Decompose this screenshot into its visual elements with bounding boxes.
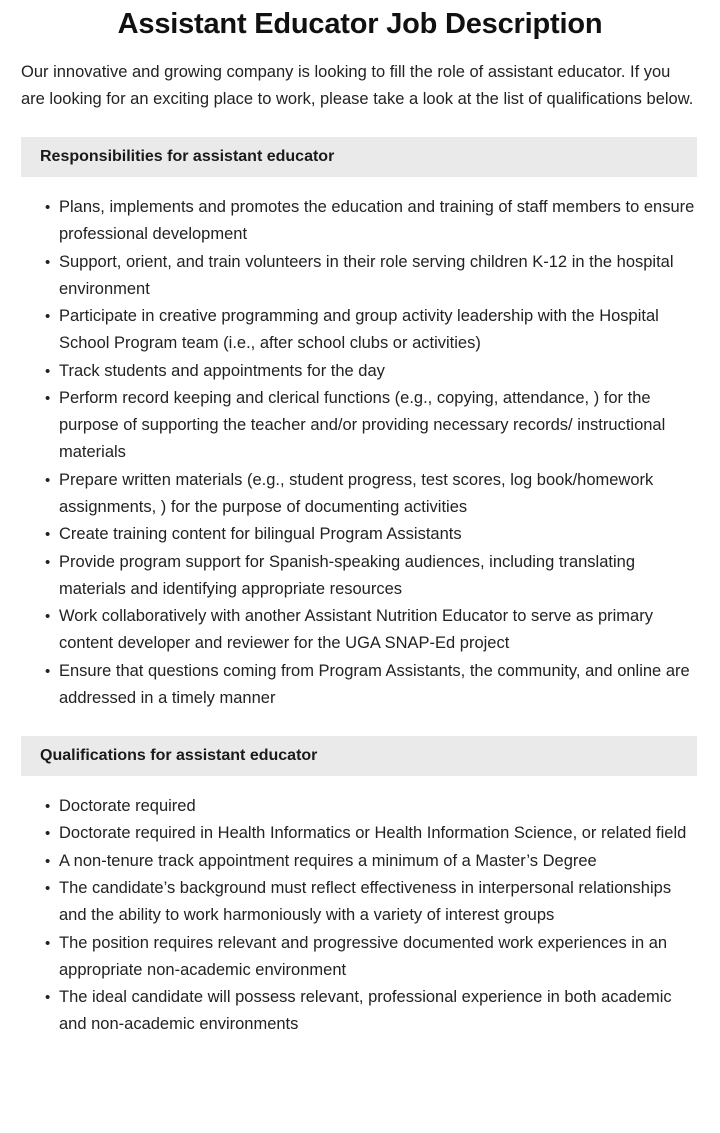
- intro-paragraph: Our innovative and growing company is looking to fill the role of assistant educator. If you are looking for an exciting place to work, please take a look at the list of qualifications below.: [21, 63, 694, 108]
- list-item: • Create training content for bilingual Program Assistants: [45, 521, 695, 548]
- list-item: • Support, orient, and train volunteers in their role serving children K-12 in the hospital environment: [45, 249, 695, 303]
- list-item: • The candidate’s background must reflect effectiveness in interpersonal relationships and the ability to work harmoniously with a variety of interest groups: [45, 875, 695, 929]
- list-item: • Track students and appointments for the day: [45, 358, 695, 385]
- list-item: • Participate in creative programming and group activity leadership with the Hospital School Program team (i.e., after school clubs or activities): [45, 303, 695, 357]
- list-item: • Doctorate required in Health Informatics or Health Information Science, or related field: [45, 820, 695, 847]
- list-item: • Prepare written materials (e.g., student progress, test scores, log book/homework assignments, ) for the purpose of documenting activities: [45, 467, 695, 521]
- list-item: • Provide program support for Spanish-speaking audiences, including translating materials and identifying appropriate resources: [45, 549, 695, 603]
- section-header-qualifications: [21, 736, 697, 776]
- responsibilities-list: [0, 177, 720, 712]
- section-header-responsibilities: [21, 137, 697, 177]
- list-item: • Ensure that questions coming from Program Assistants, the community, and online are addressed in a timely manner: [45, 658, 695, 712]
- list-item: • A non-tenure track appointment requires a minimum of a Master’s Degree: [45, 848, 695, 875]
- list-item: • Perform record keeping and clerical functions (e.g., copying, attendance, ) for the purpose of supporting the teacher and/or providing necessary records/ instructional materials: [45, 385, 695, 466]
- section-header-label: Responsibilities for assistant educator: [40, 148, 335, 165]
- list-item: • The ideal candidate will possess relevant, professional experience in both academic and non-academic environments: [45, 984, 695, 1038]
- page-title: Assistant Educator Job Description: [117, 8, 603, 40]
- page-bottom-spacer: [0, 1039, 720, 1063]
- list-item: • Plans, implements and promotes the education and training of staff members to ensure professional development: [45, 194, 695, 248]
- section-header-label: Qualifications for assistant educator: [40, 746, 318, 764]
- qualifications-list: [0, 776, 720, 1039]
- list-item: • The position requires relevant and progressive documented work experiences in an appropriate non-academic environment: [45, 930, 695, 984]
- list-item: • Work collaboratively with another Assistant Nutrition Educator to serve as primary content developer and reviewer for the UGA SNAP-Ed project: [45, 603, 695, 657]
- list-item: • Doctorate required: [45, 793, 695, 820]
- section-qualifications: [0, 736, 720, 1039]
- section-responsibilities: [0, 137, 720, 712]
